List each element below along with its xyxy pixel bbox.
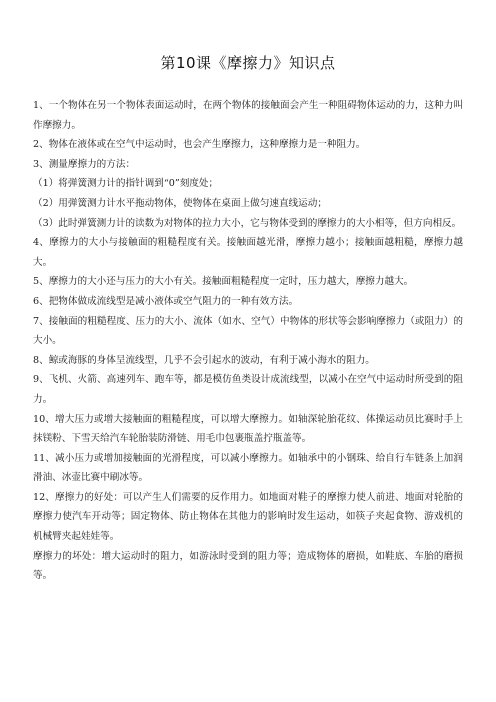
document-body bbox=[33, 96, 463, 586]
paragraph-3-step-2: （2）用弹簧测力计水平拖动物体，使物体在桌面上做匀速直线运动； bbox=[33, 197, 327, 209]
page-title: 第10课《摩擦力》知识点 bbox=[160, 54, 336, 72]
paragraph-2: 2、物体在液体或在空气中运动时，也会产生摩擦力，这种摩擦力是一种阻力。 bbox=[33, 139, 366, 151]
paragraph-11: 11、减小压力或增加接触面的光滑程度，可以减小摩擦力。如轴承中的小钢珠、给自行车链条上加润滑油、冰壶比赛中刷冰等。 bbox=[33, 452, 463, 484]
paragraph-4: 4、摩擦力的大小与接触面的粗糙程度有关。接触面越光滑，摩擦力越小；接触面越粗糙，摩擦力越大。 bbox=[33, 237, 463, 268]
paragraph-3-step-3: （3）此时弹簧测力计的读数为对物体的拉力大小，它与物体受到的摩擦力的大小相等，但方向相反。 bbox=[33, 217, 462, 229]
paragraph-5: 5、摩擦力的大小还与压力的大小有关。接触面粗糙程度一定时，压力越大，摩擦力越大。 bbox=[33, 276, 414, 288]
paragraph-10: 10、增大压力或增大接触面的粗糙程度，可以增大摩擦力。如轴深轮胎花纹、体操运动员比赛时手上抹镁粉、下雪天给汽车轮胎装防滑链、用毛巾包裹瓶盖拧瓶盖等。 bbox=[33, 413, 463, 445]
paragraph-3: 3、测量摩擦力的方法： bbox=[33, 158, 136, 170]
paragraph-12: 12、摩擦力的好处：可以产生人们需要的反作用力。如地面对鞋子的摩擦力使人前进、地面对轮胎的摩擦力使汽车开动等；固定物体、防止物体在其他力的影响时发生运动，如筷子夹起食物、游戏机的机械臂夹起娃娃等。 bbox=[33, 491, 463, 543]
paragraph-12-downsides: 摩擦力的坏处：增大运动时的阻力，如游泳时受到的阻力等；造成物体的磨损，如鞋底、车胎的磨损等。 bbox=[33, 550, 463, 582]
paragraph-8: 8、鲸或海豚的身体呈流线型，几乎不会引起水的波动，有利于减小海水的阻力。 bbox=[33, 354, 375, 366]
paragraph-6: 6、把物体做成流线型是减小液体或空气阻力的一种有效方法。 bbox=[33, 295, 299, 307]
paragraph-1: 1、一个物体在另一个物体表面运动时，在两个物体的接触面会产生一种阻碍物体运动的力，这种力叫作摩擦力。 bbox=[33, 100, 463, 131]
paragraph-3-step-1: （1）将弹簧测力计的指针调到“0”刻度处； bbox=[33, 178, 219, 190]
paragraph-7: 7、接触面的粗糙程度、压力的大小、流体（如水、空气）中物体的形状等会影响摩擦力（或阻力）的大小。 bbox=[33, 315, 463, 347]
paragraph-9: 9、飞机、火箭、高速列车、跑车等，都是模仿鱼类设计成流线型，以减小在空气中运动时所受到的阻力。 bbox=[33, 374, 463, 405]
